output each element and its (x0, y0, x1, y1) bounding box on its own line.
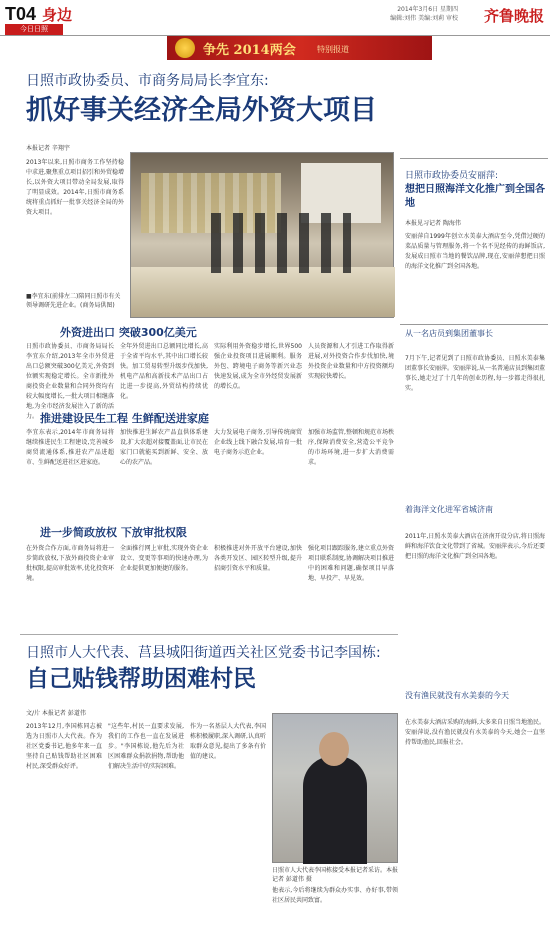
article1-col-1: 日照市政协委员、市商务局局长李宜东介绍,2013年全市外贸进出口总额突破300亿美元,外资到位额实现稳定增长。全市新批外商投资企业数量和合同外资均有较大幅度增长,一批大项目相继落地,为全市经济发展注入了新的活力。 (26, 343, 114, 420)
section-subtitle: 今日日照 (5, 24, 63, 35)
article1-col-5: 李宜东表示,2014年市商务局将继续推进民生工程建设,完善城乡商贸流通体系,推进农产品进超市、生鲜配送进社区进家庭。 (26, 429, 114, 466)
emblem-icon (175, 38, 195, 58)
article2-photo (272, 713, 398, 863)
article1-col-8: 加强市场监管,整顿和规范市场秩序,保障消费安全,营造公平竞争的市场环境,进一步扩大消费需求。 (308, 429, 394, 466)
sidebar-section-2: 着海洋文化进军省城济南 (405, 505, 493, 514)
article1-col-11: 积极推进对外开放平台建设,加快各类开发区、园区转型升级,提升招商引资水平和质量。 (214, 545, 302, 572)
sidebar-section-3: 没有渔民就没有水美泰的今天 (405, 691, 509, 700)
article2-kicker: 日照市人大代表、莒县城阳街道西关社区党委书记李国栋: (26, 645, 381, 661)
article1-col-3: 实际利用外资稳步增长,世界500强企业投资项目进展顺利。服务外包、跨境电子商务等新兴业态快速发展,成为全市外经贸发展新的增长点。 (214, 343, 302, 390)
article1-col-10: 全面推行网上审批,实现外资企业设立、变更等事项的快速办理,为企业提供更加便捷的服务。 (120, 545, 208, 572)
article1-subhead-1: 外资进出口 突破300亿美元 (60, 326, 197, 339)
article1-col-4: 人员资源和人才引进工作取得新进展,对外投资合作步伐加快,境外投资企业数量和中方投资额均实现较快增长。 (308, 343, 394, 380)
section-name: 身边 (42, 6, 73, 24)
sidebar-kicker: 日照市政协委员安丽萍: (405, 171, 499, 181)
article2-col-2: "这些年,村民一直要求发展,我们的工作也一直在发展进步。"李国栋说,他先后为社区困难群众捐款捐物,帮助他们解决生活中的实际困难。 (108, 723, 184, 770)
issue-info (390, 5, 458, 23)
article1-col-9: 在外资合作方面,市商务局将进一步简政放权,下放外商投资企业审批权限,提高审批效率,优化投资环境。 (26, 545, 114, 582)
sidebar-rule-1 (400, 324, 548, 325)
article2-col-1: 2013年12月,李国栋同志被选为日照市人大代表。作为社区党委书记,他多年来一直坚持自己贴钱帮助社区困难村民,深受群众好评。 (26, 723, 102, 770)
article1-col-12: 强化项目跟踪服务,建立重点外资项目联系制度,协调解决项目推进中的困难和问题,确保项目早落地、早投产、早见效。 (308, 545, 394, 582)
article1-kicker: 日照市政协委员、市商务局局长李宜东: (26, 73, 269, 89)
sidebar-section-1-body: 7月下午,记者见到了日照市政协委员、日照水美泰集团董事长安丽萍。安丽萍说,从一名普通店员到集团董事长,她走过了十几年的创业历程,每一步都走得很扎实。 (405, 355, 545, 392)
article1-subhead-2: 推进建设民生工程 生鲜配送进家庭 (40, 412, 209, 425)
people-graphic (211, 213, 351, 273)
article1-photo (130, 152, 394, 318)
article1-byline: 本报记者 辛翔宇 (26, 145, 70, 152)
article1-photo-caption: ■李宜东(前排左二)陪同日照市有关领导调研先进企业。(商务局供图) (26, 293, 121, 309)
article1-lead: 2013年以来,日照市商务工作坚持稳中求进,聚焦重点项目招引和外贸稳增长,以外资大项目带动全局发展,取得了明显成效。2014年,日照市商务系统将重点抓好一批事关经济全局的外资大项目。 (26, 159, 124, 216)
banner-subtitle: 特别报道 (317, 45, 349, 54)
person-head-graphic (319, 732, 349, 766)
article1-col-6: 加快推进生鲜农产品直供体系建设,扩大农超对接覆盖面,让市民在家门口就能买到新鲜、安全、放心的农产品。 (120, 429, 208, 466)
two-sessions-banner (167, 36, 432, 60)
article2-top-rule (20, 634, 398, 635)
newspaper-logo: 齐鲁晚报 (483, 7, 544, 25)
article1-headline: 抓好事关经济全局外资大项目 (26, 95, 377, 126)
masthead (0, 0, 550, 36)
article2-col-3: 作为一名基层人大代表,李国栋积极履职,深入调研,认真听取群众意见,提出了多条有价值的建议。 (190, 723, 266, 760)
article2-photo-caption: 日照市人大代表李国栋接受本报记者采访。本报记者 彭道伟 摄 (272, 867, 399, 883)
article2-byline: 文/片 本报记者 彭道伟 (26, 710, 86, 717)
editor-credit: 编辑:刘伟 美编:刘莉 审校 (390, 15, 458, 22)
sidebar-headline: 想把日照海洋文化推广到全国各地 (405, 184, 545, 209)
sidebar-section-2-body: 2011年,日照水美泰大酒店在济南开设分店,将日照海鲜和海洋饮食文化带到了省城。安丽萍表示,今后还要把日照的海洋文化推广到全国各地。 (405, 533, 545, 560)
sidebar-section-1: 从一名店员到集团董事长 (405, 329, 493, 338)
person-graphic (303, 756, 367, 864)
page-number: T04 (5, 4, 37, 24)
article1-col-7: 大力发展电子商务,引导传统商贸企业线上线下融合发展,培育一批电子商务示范企业。 (214, 429, 302, 456)
counter-graphic (131, 267, 395, 317)
sidebar-top-rule (400, 158, 548, 159)
issue-date: 2014年3月6日 星期四 (397, 6, 458, 13)
sidebar-intro: 安丽萍自1999年创立水美泰大酒店至今,凭借过硬的菜品质量与管理服务,将一个名不见经传的海鲜饭店,发展成日照市当地的餐饮品牌,现在,安丽萍想把日照的海洋文化推广到全国各地。 (405, 233, 545, 270)
article2-headline: 自己贴钱帮助困难村民 (26, 666, 256, 692)
article2-col-4: 他表示,今后将继续为群众办实事、办好事,带领社区居民共同致富。 (272, 887, 398, 904)
sidebar-section-3-body: 在水美泰大酒店采购的海鲜,大多来自日照当地渔民。安丽萍说,没有渔民就没有水美泰的今天,她会一直坚持帮助渔民,回报社会。 (405, 719, 545, 746)
article1-col-2: 全年外贸进出口总额同比增长,高于全省平均水平,其中出口增长较快。加工贸易转型升级步伐加快,机电产品和高新技术产品出口占比进一步提高,外贸结构持续优化。 (120, 343, 208, 400)
article1-subhead-3: 进一步简政放权 下放审批权限 (40, 526, 187, 539)
banner-title: 争先 2014两会 (203, 43, 296, 58)
sidebar-byline: 本报见习记者 陶海伟 (405, 220, 461, 227)
